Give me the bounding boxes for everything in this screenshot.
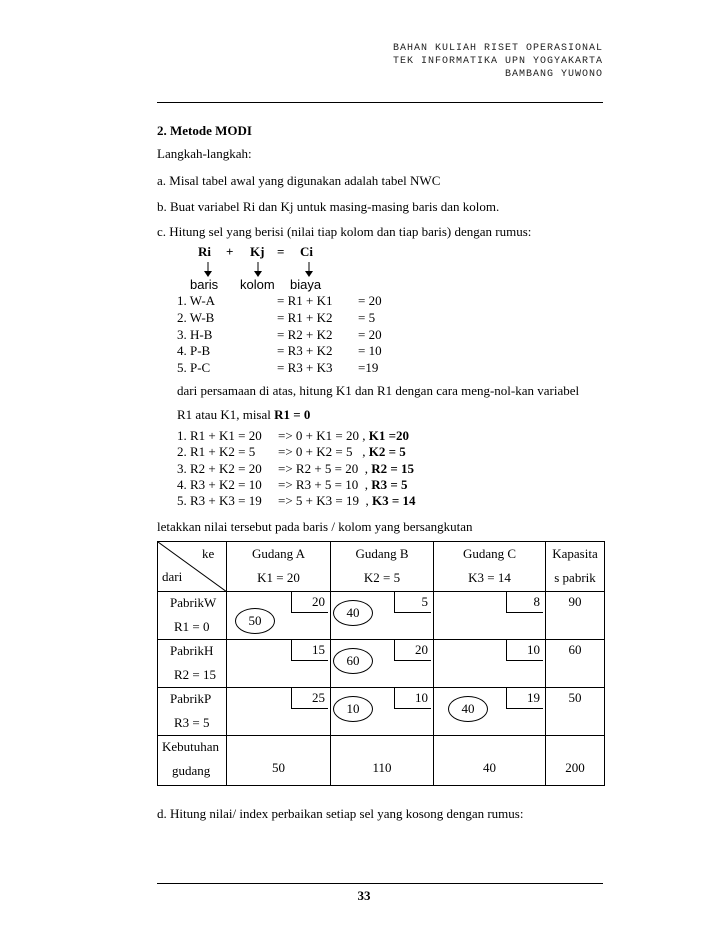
- solution-step: [278, 444, 406, 460]
- document-header: [393, 42, 603, 81]
- header-rule: [157, 102, 603, 103]
- col-k: K2 = 5: [363, 570, 401, 585]
- allocation-circle: 40: [333, 600, 373, 626]
- col-k: K1 = 20: [257, 570, 300, 585]
- header-author: BAMBANG YUWONO: [504, 69, 603, 80]
- corner-cell: [158, 542, 227, 592]
- unit-cost: 15: [312, 642, 325, 657]
- equation-value: = 10: [358, 343, 382, 358]
- step-b: b. Buat variabel Ri dan Kj untuk masing-masing baris dan kolom.: [157, 199, 500, 214]
- equation-cell: 4. P-B: [177, 343, 211, 358]
- row-r: R2 = 15: [174, 667, 217, 682]
- col-k: K3 = 14: [468, 570, 511, 585]
- demand-label-cell: [158, 736, 227, 786]
- cost-cell: [227, 640, 331, 688]
- capacity-cell: 60: [546, 640, 605, 688]
- equation-expr: = R3 + K3: [277, 360, 333, 375]
- demand-total: 200: [546, 736, 605, 786]
- solution-work: => 5 + K3 = 19 ,: [278, 493, 372, 508]
- unit-cost: 10: [527, 642, 540, 657]
- col-name: Gudang C: [462, 546, 517, 561]
- step-c: c. Hitung sel yang berisi (nilai tiap kolom dan tiap baris) dengan rumus:: [157, 224, 532, 239]
- allocation-circle: 60: [333, 648, 373, 674]
- row-name: PabrikP: [170, 691, 212, 706]
- solution-work: => 0 + K2 = 5 ,: [278, 444, 369, 459]
- demand-gudang-c: 40: [434, 736, 546, 786]
- solution-equation: 5. R3 + K3 = 19: [177, 493, 262, 508]
- table-row: [158, 592, 605, 640]
- equation-expr: = R2 + K2: [277, 327, 333, 342]
- equation-cell: 3. H-B: [177, 327, 213, 342]
- capacity-cell: 50: [546, 688, 605, 736]
- equation-expr: = R1 + K2: [277, 310, 333, 325]
- step-a: a. Misal tabel awal yang digunakan adalah tabel NWC: [157, 173, 441, 188]
- equation-value: = 20: [358, 293, 382, 308]
- solution-result: R2 = 15: [371, 461, 415, 476]
- unit-cost: 8: [533, 594, 540, 609]
- capacity-cell: 90: [546, 592, 605, 640]
- row-name: PabrikW: [170, 595, 217, 610]
- cost-cell: [227, 688, 331, 736]
- row-label-cell: [158, 688, 227, 736]
- allocation-circle: 10: [333, 696, 373, 722]
- solution-work: => 0 + K1 = 20 ,: [278, 428, 369, 443]
- transport-table: [157, 541, 605, 786]
- equation-value: = 20: [358, 327, 382, 342]
- assumption-text: R1 atau K1, misal: [177, 407, 275, 422]
- corner-dari: dari: [162, 569, 183, 584]
- formula-eq: =: [277, 244, 285, 259]
- table-row: [158, 688, 605, 736]
- row-label-cell: [158, 592, 227, 640]
- col-header-capacity: [546, 542, 605, 592]
- equation-expr: = R3 + K2: [277, 343, 333, 358]
- formula-kolom: kolom: [240, 277, 275, 292]
- solution-result: K3 = 14: [371, 493, 416, 508]
- solution-result: R3 = 5: [371, 477, 408, 492]
- solution-work: => R2 + 5 = 20 ,: [278, 461, 372, 476]
- equation-cell: 2. W-B: [177, 310, 215, 325]
- solution-equation: 1. R1 + K1 = 20: [177, 428, 262, 443]
- formula-ci: Ci: [300, 244, 313, 259]
- solution-step: [278, 477, 408, 493]
- solution-equation: 4. R3 + K2 = 10: [177, 477, 262, 492]
- unit-cost: 19: [527, 690, 540, 705]
- unit-cost: 20: [312, 594, 325, 609]
- formula-baris: baris: [190, 277, 219, 292]
- capacity-label-2: s pabrik: [554, 570, 596, 585]
- demand-label-1: Kebutuhan: [162, 739, 220, 754]
- demand-label-2: gudang: [172, 763, 211, 778]
- page-number: 33: [357, 888, 371, 903]
- col-name: Gudang A: [251, 546, 306, 561]
- equation-cell: 5. P-C: [177, 360, 211, 375]
- cost-cell: [434, 592, 546, 640]
- paragraph-zeroing: dari persamaan di atas, hitung K1 dan R1 dengan cara meng-nol-kan variabel: [177, 383, 580, 398]
- col-header-gudang-b: [331, 542, 434, 592]
- solution-step: [278, 461, 414, 477]
- formula-biaya: biaya: [290, 277, 322, 292]
- solution-step: [278, 428, 409, 444]
- row-label-cell: [158, 640, 227, 688]
- formula-ri: Ri: [198, 244, 211, 259]
- solution-equation: 2. R1 + K2 = 5: [177, 444, 256, 459]
- demand-gudang-b: 110: [331, 736, 434, 786]
- cost-cell: [331, 688, 434, 736]
- solution-step: [278, 493, 416, 509]
- equation-expr: = R1 + K1: [277, 293, 333, 308]
- equation-cell: 1. W-A: [177, 293, 216, 308]
- col-name: Gudang B: [355, 546, 409, 561]
- unit-cost: 10: [415, 690, 428, 705]
- step-d: d. Hitung nilai/ index perbaikan setiap sel yang kosong dengan rumus:: [157, 806, 524, 821]
- cost-cell: [434, 688, 546, 736]
- unit-cost: 20: [415, 642, 428, 657]
- cost-cell: [227, 592, 331, 640]
- assumption-value: R1 = 0: [274, 407, 311, 422]
- solution-result: K2 = 5: [368, 444, 406, 459]
- formula-kj: Kj: [250, 244, 265, 259]
- capacity-label-1: Kapasita: [552, 546, 598, 561]
- header-course: BAHAN KULIAH RISET OPERASIONAL: [392, 43, 603, 54]
- solution-result: K1 =20: [368, 428, 409, 443]
- cost-cell: [434, 640, 546, 688]
- table-row: [158, 640, 605, 688]
- table-intro: letakkan nilai tersebut pada baris / kolom yang bersangkutan: [157, 519, 473, 534]
- unit-cost: 5: [421, 594, 428, 609]
- cost-cell: [331, 640, 434, 688]
- row-name: PabrikH: [170, 643, 214, 658]
- col-header-gudang-a: [227, 542, 331, 592]
- section-title: 2. Metode MODI: [157, 123, 252, 138]
- row-r: R1 = 0: [174, 619, 210, 634]
- paragraph-assumption: [177, 407, 310, 423]
- allocation-circle: 50: [235, 608, 275, 634]
- demand-gudang-a: 50: [227, 736, 331, 786]
- steps-label: Langkah-langkah:: [157, 146, 252, 161]
- row-r: R3 = 5: [174, 715, 210, 730]
- footer-rule: [157, 883, 603, 884]
- formula-plus: +: [226, 244, 234, 259]
- equation-value: = 5: [358, 310, 376, 325]
- unit-cost: 25: [312, 690, 325, 705]
- col-header-gudang-c: [434, 542, 546, 592]
- formula-arrows: [200, 262, 320, 278]
- equation-value: =19: [358, 360, 379, 375]
- cost-cell: [331, 592, 434, 640]
- header-dept: TEK INFORMATIKA UPN YOGYAKARTA: [392, 56, 603, 67]
- allocation-circle: 40: [448, 696, 488, 722]
- corner-ke: ke: [202, 546, 215, 561]
- solution-equation: 3. R2 + K2 = 20: [177, 461, 262, 476]
- solution-work: => R3 + 5 = 10 ,: [278, 477, 372, 492]
